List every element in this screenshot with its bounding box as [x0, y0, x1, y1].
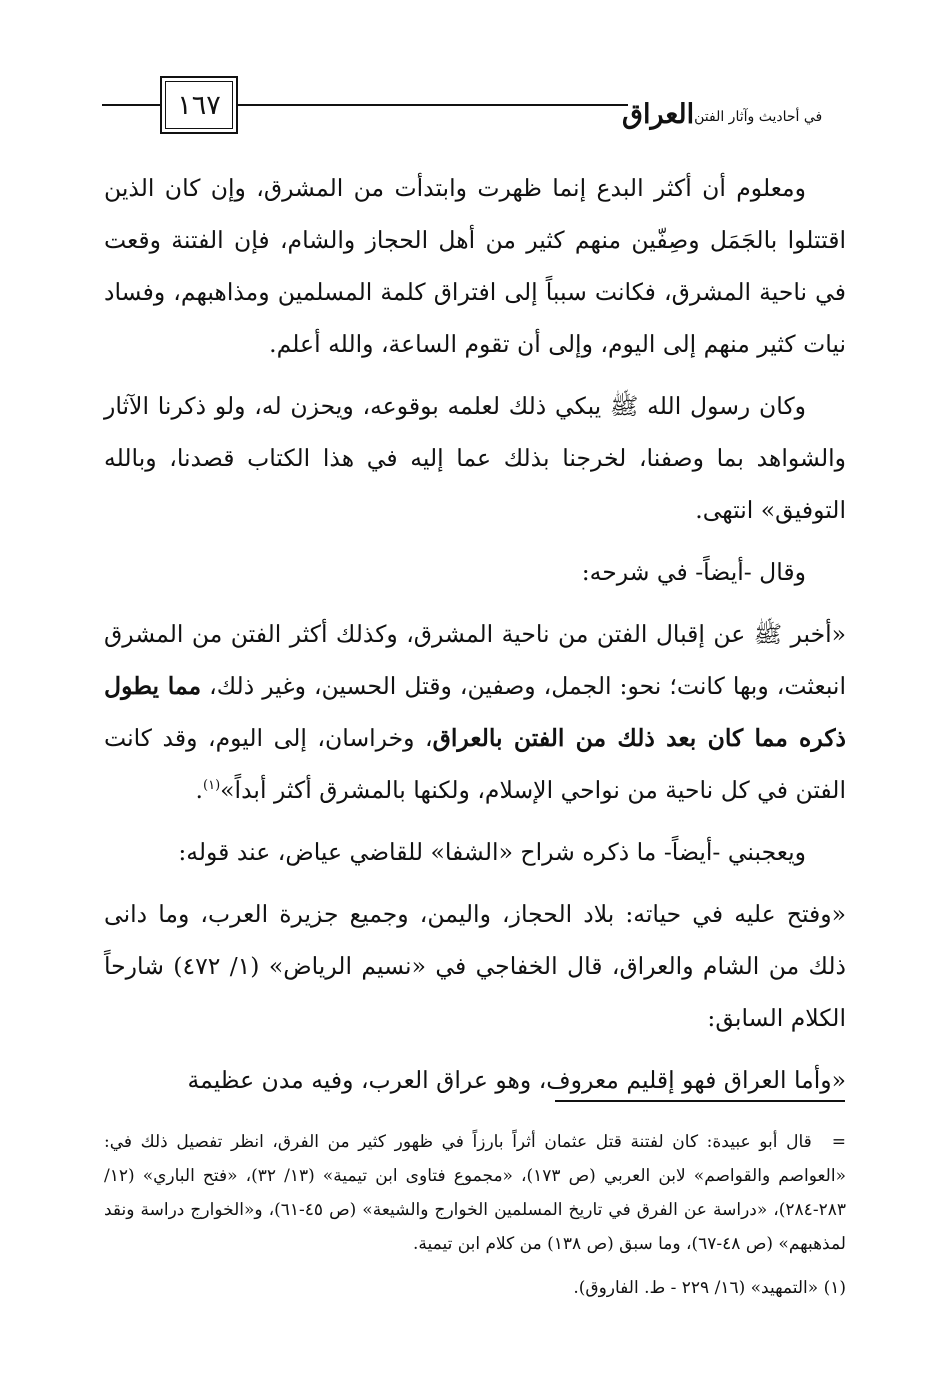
page-number: ١٦٧ [165, 81, 233, 129]
quote-part-1: «أخبر ﷺ عن إقبال الفتن من ناحية المشرق، وكذلك أكثر الفتن من المشرق انبعثت، وبها كانت؛ نحو: الجمل، وصفين، وقتل الحسين، وغير ذلك، [104, 620, 846, 700]
footnote-continued-text: قال أبو عبيدة: كان لفتنة قتل عثمان أثراً بارزاً في ظهور كثير من الفرق، انظر تفصيل ذلك في: «العواصم والقواصم» لابن العربي (ص ١٧٣)، «مجموع فتاوى ابن تيمية» (١٣/ ٣٢)، «فتح الباري» (١٢/ ٢٨٣-٢٨٤)، «دراسة عن الفرق في تاريخ المسلمين الخوارج والشيعة» (ص ٤٥-٦١)، و«الخوارج دراسة ونقد لمذهبهم» (ص ٤٨-٦٧)، وما سبق (ص ١٣٨) من كلام ابن تيمية. [104, 1132, 846, 1254]
book-title-sub: في أحاديث وآثار الفتن [694, 109, 823, 125]
page-number-box [160, 76, 238, 134]
quote-paragraph [104, 608, 846, 816]
header-rule-middle [238, 104, 628, 106]
paragraph-2: وكان رسول الله ﷺ يبكي ذلك لعلمه بوقوعه، ويحزن له، ولو ذكرنا الآثار والشواهد بما وصفنا، لخرجنا بذلك عما إليه في هذا الكتاب قصدنا، وبالله التوفيق» انتهى. [104, 392, 846, 524]
footnote-1-marker: (١) [823, 1278, 846, 1298]
book-title [622, 80, 847, 128]
footnote-continued [104, 1125, 846, 1261]
running-header [102, 70, 847, 140]
paragraph-6: «وفتح عليه في حياته: بلاد الحجاز، واليمن، وجميع جزيرة العرب، وما دانى ذلك من الشام والعراق، قال الخفاجي في «نسيم الرياض» (١/ ٤٧٢) شارحاً الكلام السابق: [104, 900, 846, 1032]
header-rule-left [102, 104, 160, 106]
footnote-separator [555, 1100, 845, 1102]
paragraph-3: وقال -أيضاً- في شرحه: [581, 558, 806, 586]
quote-part-2: ، وخراسان، إلى اليوم، وقد كانت الفتن في كل ناحية من نواحي الإسلام، ولكنها بالمشرق أكثر أبداً» [104, 724, 846, 804]
footnote-1-text: «التمهيد» (١٦/ ٢٢٩ - ط. الفاروق). [573, 1278, 819, 1298]
main-text [104, 162, 846, 1116]
book-title-main: العراق [622, 99, 695, 130]
footnote-1 [104, 1271, 846, 1305]
paragraph-7: «وأما العراق فهو إقليم معروف، وهو عراق العرب، وفيه مدن عظيمة [187, 1066, 846, 1094]
paragraph-5: ويعجبني -أيضاً- ما ذكره شراح «الشفا» للقاضي عياض، عند قوله: [178, 838, 806, 866]
footnotes [104, 1125, 846, 1305]
paragraph-1: ومعلوم أن أكثر البدع إنما ظهرت وابتدأت من المشرق، وإن كان الذين اقتتلوا بالجَمَل وصِفّين منهم كثير من أهل الحجاز والشام، فإن الفتنة وقعت في ناحية المشرق، فكانت سبباً إلى افتراق كلمة المسلمين ومذاهبهم، وفساد نيات كثير منهم إلى اليوم، وإلى أن تقوم الساعة، والله أعلم. [104, 174, 846, 358]
quote-end: . [195, 776, 204, 804]
quote-bold-text: مما يطول ذكره مما كان بعد ذلك من الفتن بالعراق [104, 672, 846, 752]
footnote-reference-1: (١) [203, 778, 221, 794]
footnote-continued-marker: = [831, 1132, 846, 1152]
